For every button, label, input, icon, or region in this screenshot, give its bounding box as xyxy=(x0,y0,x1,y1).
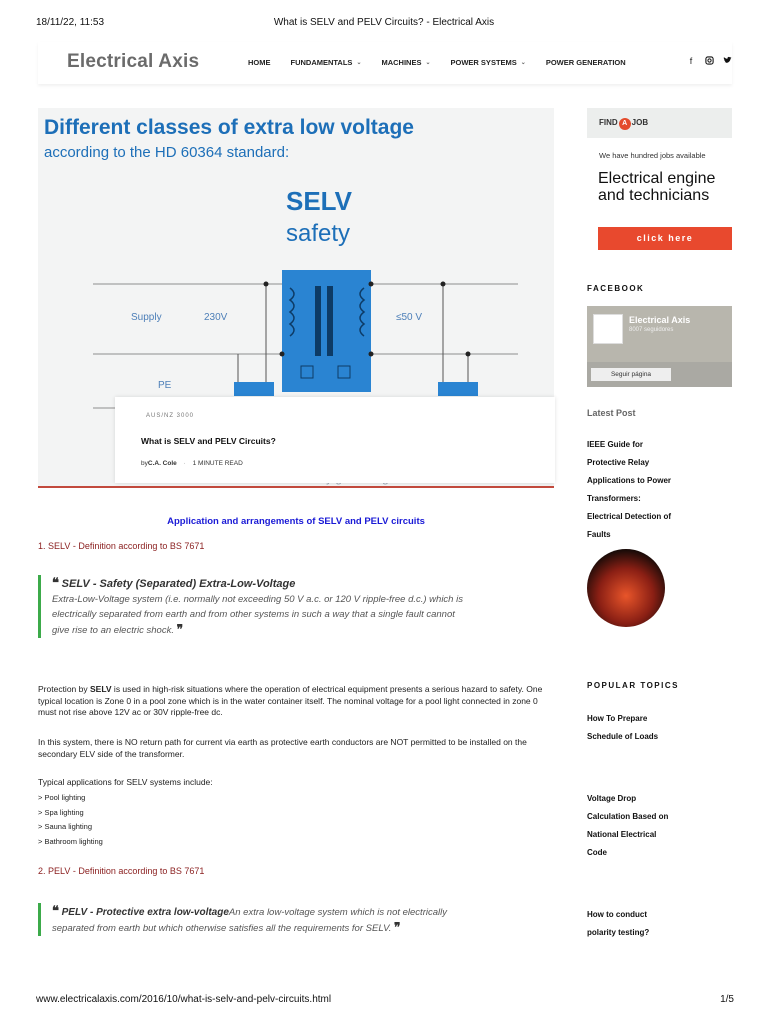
quote-line: electrically separated from earth and from other systems in such a way that a single fault cannot xyxy=(52,609,455,620)
post-title: What is SELV and PELV Circuits? xyxy=(141,436,276,446)
instagram-icon[interactable] xyxy=(704,56,714,67)
find-a-job-logo xyxy=(599,118,648,130)
para-bold: SELV xyxy=(89,684,112,694)
fb-page-name[interactable]: Electrical Axis xyxy=(629,315,691,325)
nav-home-label: HOME xyxy=(248,58,271,67)
ad-headline-line: and technicians xyxy=(598,187,710,204)
ad-subtext: We have hundred jobs available xyxy=(599,151,706,160)
twitter-icon[interactable] xyxy=(722,56,732,67)
hero-supply-label: Supply xyxy=(131,312,162,323)
main-nav xyxy=(248,58,646,67)
figure-caption-link[interactable]: Application and arrangements of SELV and PELV circuits xyxy=(167,516,425,527)
list-item: > Pool lighting xyxy=(38,793,86,802)
pelv-definition-quote xyxy=(38,903,538,936)
para-text: Protection by xyxy=(38,684,90,694)
list-item: > Spa lighting xyxy=(38,807,84,817)
fb-followers: 8007 seguidores xyxy=(629,327,674,333)
print-page-number: 1/5 xyxy=(720,994,734,1005)
section-heading-pelv: 2. PELV - Definition according to BS 7671 xyxy=(38,866,205,876)
author-prefix: by xyxy=(141,460,148,467)
selv-definition-quote xyxy=(38,575,538,638)
hero-230v-label: 230V xyxy=(204,312,228,323)
quote-line: separated from earth but which otherwise satisfies all the requirements for SELV. xyxy=(52,923,392,934)
print-header xyxy=(0,17,768,31)
nav-machines-label: MACHINES xyxy=(381,58,422,67)
print-footer xyxy=(0,994,768,1008)
nav-fundamentals-label: FUNDAMENTALS xyxy=(290,58,353,67)
nav-power-generation-label: POWER GENERATION xyxy=(545,58,626,67)
link-line: Faults xyxy=(587,530,611,539)
quote-open-icon: ❝ xyxy=(52,903,59,918)
nav-power-generation[interactable] xyxy=(546,58,626,67)
quote-line: give rise to an electric shock. xyxy=(52,625,174,636)
para-text: is used in high-risk situations where the operation of electrical equipment presents a serious hazard to safety. One typical location is Zone 0 in a pool zone which is in the water container itself. The nominal voltage for a pool light connected in zone 0 must not rise above 12V ac or 30V ripple-free dc. xyxy=(38,684,543,717)
link-line: Calculation Based on xyxy=(587,812,669,821)
latest-post-thumbnail[interactable] xyxy=(587,549,665,627)
post-card xyxy=(115,397,555,483)
paragraph-applications: Typical applications for SELV systems include: xyxy=(38,777,213,787)
link-line: Electrical Detection of xyxy=(587,512,672,521)
link-line: Applications to Power xyxy=(587,476,672,485)
chevron-down-icon: ⌄ xyxy=(425,60,431,66)
social-links xyxy=(686,56,732,67)
find-a-job-banner[interactable] xyxy=(587,108,732,138)
facebook-icon[interactable]: f xyxy=(689,56,693,66)
fb-page-avatar[interactable] xyxy=(593,314,623,344)
popular-topic-link[interactable] xyxy=(587,710,697,746)
facebook-heading: FACEBOOK xyxy=(587,284,645,293)
popular-topics-heading: POPULAR TOPICS xyxy=(587,681,679,690)
hero-50v-label: ≤50 V xyxy=(396,312,423,323)
quote-head: PELV - Protective extra low-voltage xyxy=(61,907,229,918)
site-header xyxy=(38,42,732,84)
latest-post-link[interactable] xyxy=(587,436,697,544)
link-line: Voltage Drop xyxy=(587,794,637,803)
post-meta xyxy=(141,460,243,467)
link-line: Transformers: xyxy=(587,494,641,503)
print-datetime: 18/11/22, 11:53 xyxy=(36,17,105,28)
chevron-down-icon: ⌄ xyxy=(520,60,526,66)
link-line: National Electrical xyxy=(587,830,657,839)
nav-power-systems-label: POWER SYSTEMS xyxy=(450,58,517,67)
nav-power-systems[interactable] xyxy=(451,58,526,67)
hero-safety-label: safety xyxy=(286,220,351,247)
quote-close-icon: ❞ xyxy=(394,920,401,934)
quote-head: SELV - Safety (Separated) Extra-Low-Voltage xyxy=(61,578,296,590)
applications-list xyxy=(38,793,103,851)
hero-pe-label: PE xyxy=(158,380,172,391)
nav-machines[interactable] xyxy=(381,58,430,67)
ad-click-here-button[interactable]: click here xyxy=(598,227,732,250)
popular-topic-link[interactable] xyxy=(587,906,697,942)
link-line: Schedule of Loads xyxy=(587,732,659,741)
hero-title: Different classes of extra low voltage xyxy=(44,116,414,139)
section-heading-selv: 1. SELV - Definition according to BS 7671 xyxy=(38,541,205,551)
latest-post-heading: Latest Post xyxy=(587,408,636,418)
chevron-down-icon: ⌄ xyxy=(356,60,362,66)
meta-separator: · xyxy=(183,460,186,467)
link-line: How To Prepare xyxy=(587,714,648,723)
print-title: What is SELV and PELV Circuits? - Electrical Axis xyxy=(273,17,495,28)
ad-headline xyxy=(598,170,732,204)
paragraph-selv-protection xyxy=(38,684,548,719)
list-item: > Bathroom lighting xyxy=(38,836,103,846)
facebook-widget xyxy=(587,306,732,387)
fb-follow-button[interactable]: Seguir página xyxy=(591,368,671,381)
link-line: Protective Relay xyxy=(587,458,650,467)
link-line: How to conduct xyxy=(587,910,647,919)
nav-home[interactable] xyxy=(248,58,271,67)
fj-post: JOB xyxy=(631,118,649,127)
hero-selv-label: SELV xyxy=(286,186,352,216)
paragraph-no-return-path: In this system, there is NO return path for current via earth as protective earth conductors are NOT permitted to be installed on the secondary ELV side of the transformer. xyxy=(38,737,527,759)
hero-subtitle: according to the HD 60364 standard: xyxy=(44,144,290,161)
quote-line: Extra-Low-Voltage system (i.e. normally not exceeding 50 V a.c. or 120 V ripple-free d.c.) which is xyxy=(52,594,463,605)
quote-open-icon: ❝ xyxy=(52,575,59,590)
ad-headline-line: Electrical engine xyxy=(598,170,716,187)
quote-close-icon: ❞ xyxy=(176,622,184,636)
link-line: Code xyxy=(587,848,607,857)
nav-fundamentals[interactable] xyxy=(291,58,362,67)
fj-pre: FIND xyxy=(599,118,618,127)
post-category[interactable]: AUS/NZ 3000 xyxy=(146,413,195,419)
site-logo[interactable]: Electrical Axis xyxy=(67,51,200,72)
print-url: www.electricalaxis.com/2016/10/what-is-selv-and-pelv-circuits.html xyxy=(36,994,332,1005)
popular-topic-link[interactable] xyxy=(587,790,697,862)
author-link[interactable]: C.A. Cole xyxy=(147,460,177,467)
list-item: > Sauna lighting xyxy=(38,822,93,831)
link-line: polarity testing? xyxy=(587,928,650,937)
quote-line: An extra low-voltage system which is not electrically xyxy=(228,907,447,918)
read-time: 1 MINUTE READ xyxy=(192,460,243,467)
fj-a: A xyxy=(619,118,631,130)
link-line: IEEE Guide for xyxy=(587,440,644,449)
